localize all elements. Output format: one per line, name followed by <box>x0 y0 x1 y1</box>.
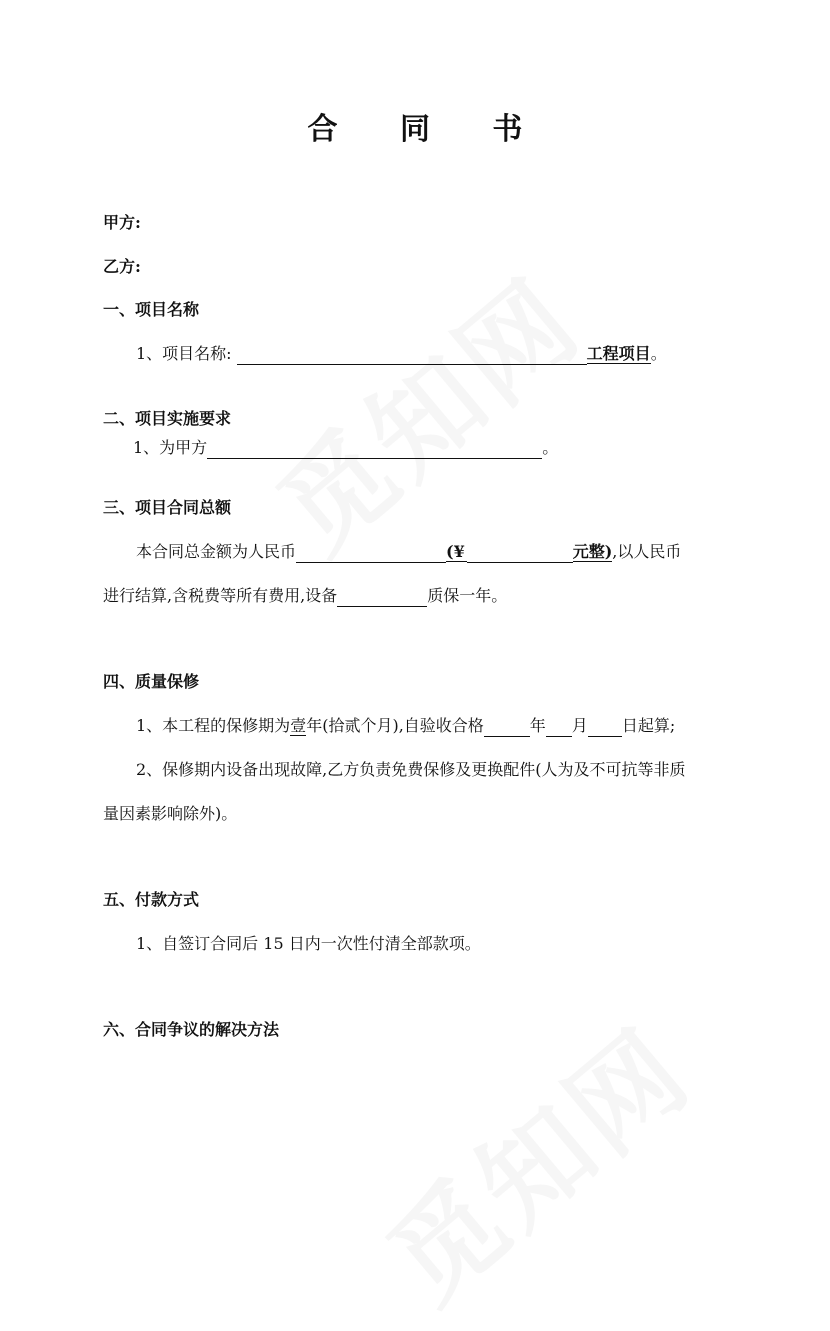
amount-text: 本合同总金额为人民币 <box>136 542 297 561</box>
project-name-line <box>136 343 667 365</box>
equipment-blank <box>337 588 427 607</box>
project-name-prefix: 1、项目名称: <box>136 344 232 363</box>
requirement-line <box>133 437 558 459</box>
amount-yuan: 元整) <box>572 542 613 561</box>
settlement-text: 进行结算,含税费等所有费用,设备 <box>103 586 338 605</box>
section-heading: 二、项目实施要求 <box>103 409 232 428</box>
party-a-label: 甲方: <box>103 213 141 232</box>
project-name-suffix: 工程项目 <box>586 344 651 363</box>
amount-words-blank <box>296 544 446 563</box>
amount-text-cont: ,以人民币 <box>612 542 682 561</box>
amount-paren-open: (¥ <box>446 542 465 561</box>
amount-line-2 <box>103 585 507 607</box>
warranty-period-text: 1、本工程的保修期为 <box>136 716 291 735</box>
requirement-prefix: 1、为甲方 <box>133 438 208 457</box>
warranty-period-mid: 年(拾贰个月),自验收合格 <box>306 716 484 735</box>
amount-number-blank <box>467 544 573 563</box>
day-blank <box>588 718 622 737</box>
document-title: 合 同 书 <box>307 112 549 147</box>
project-name-blank <box>237 346 587 365</box>
requirement-blank <box>207 440 542 459</box>
section-heading: 五、付款方式 <box>103 890 200 909</box>
warranty-repair-line: 2、保修期内设备出现故障,乙方负责免费保修及更换配件(人为及不可抗等非质 <box>136 760 686 779</box>
payment-line: 1、自签订合同后 15 日内一次性付清全部款项。 <box>136 934 481 953</box>
party-b-label: 乙方: <box>103 257 141 276</box>
section-heading: 一、项目名称 <box>103 300 200 319</box>
warranty-period-line <box>136 715 675 737</box>
section-heading: 四、质量保修 <box>103 672 200 691</box>
warranty-text: 质保一年。 <box>427 586 508 605</box>
day-label: 日起算; <box>621 716 676 735</box>
requirement-end: 。 <box>542 438 559 457</box>
month-label: 月 <box>571 716 588 735</box>
year-blank <box>484 718 530 737</box>
amount-line <box>136 541 681 563</box>
section-heading: 六、合同争议的解决方法 <box>103 1020 280 1039</box>
warranty-years: 壹 <box>290 716 307 735</box>
month-blank <box>546 718 572 737</box>
watermark <box>350 987 718 1331</box>
year-label: 年 <box>529 716 546 735</box>
project-name-end: 。 <box>650 344 667 363</box>
watermark <box>240 237 608 582</box>
warranty-repair-line-2: 量因素影响除外)。 <box>103 804 238 823</box>
section-heading: 三、项目合同总额 <box>103 498 232 517</box>
